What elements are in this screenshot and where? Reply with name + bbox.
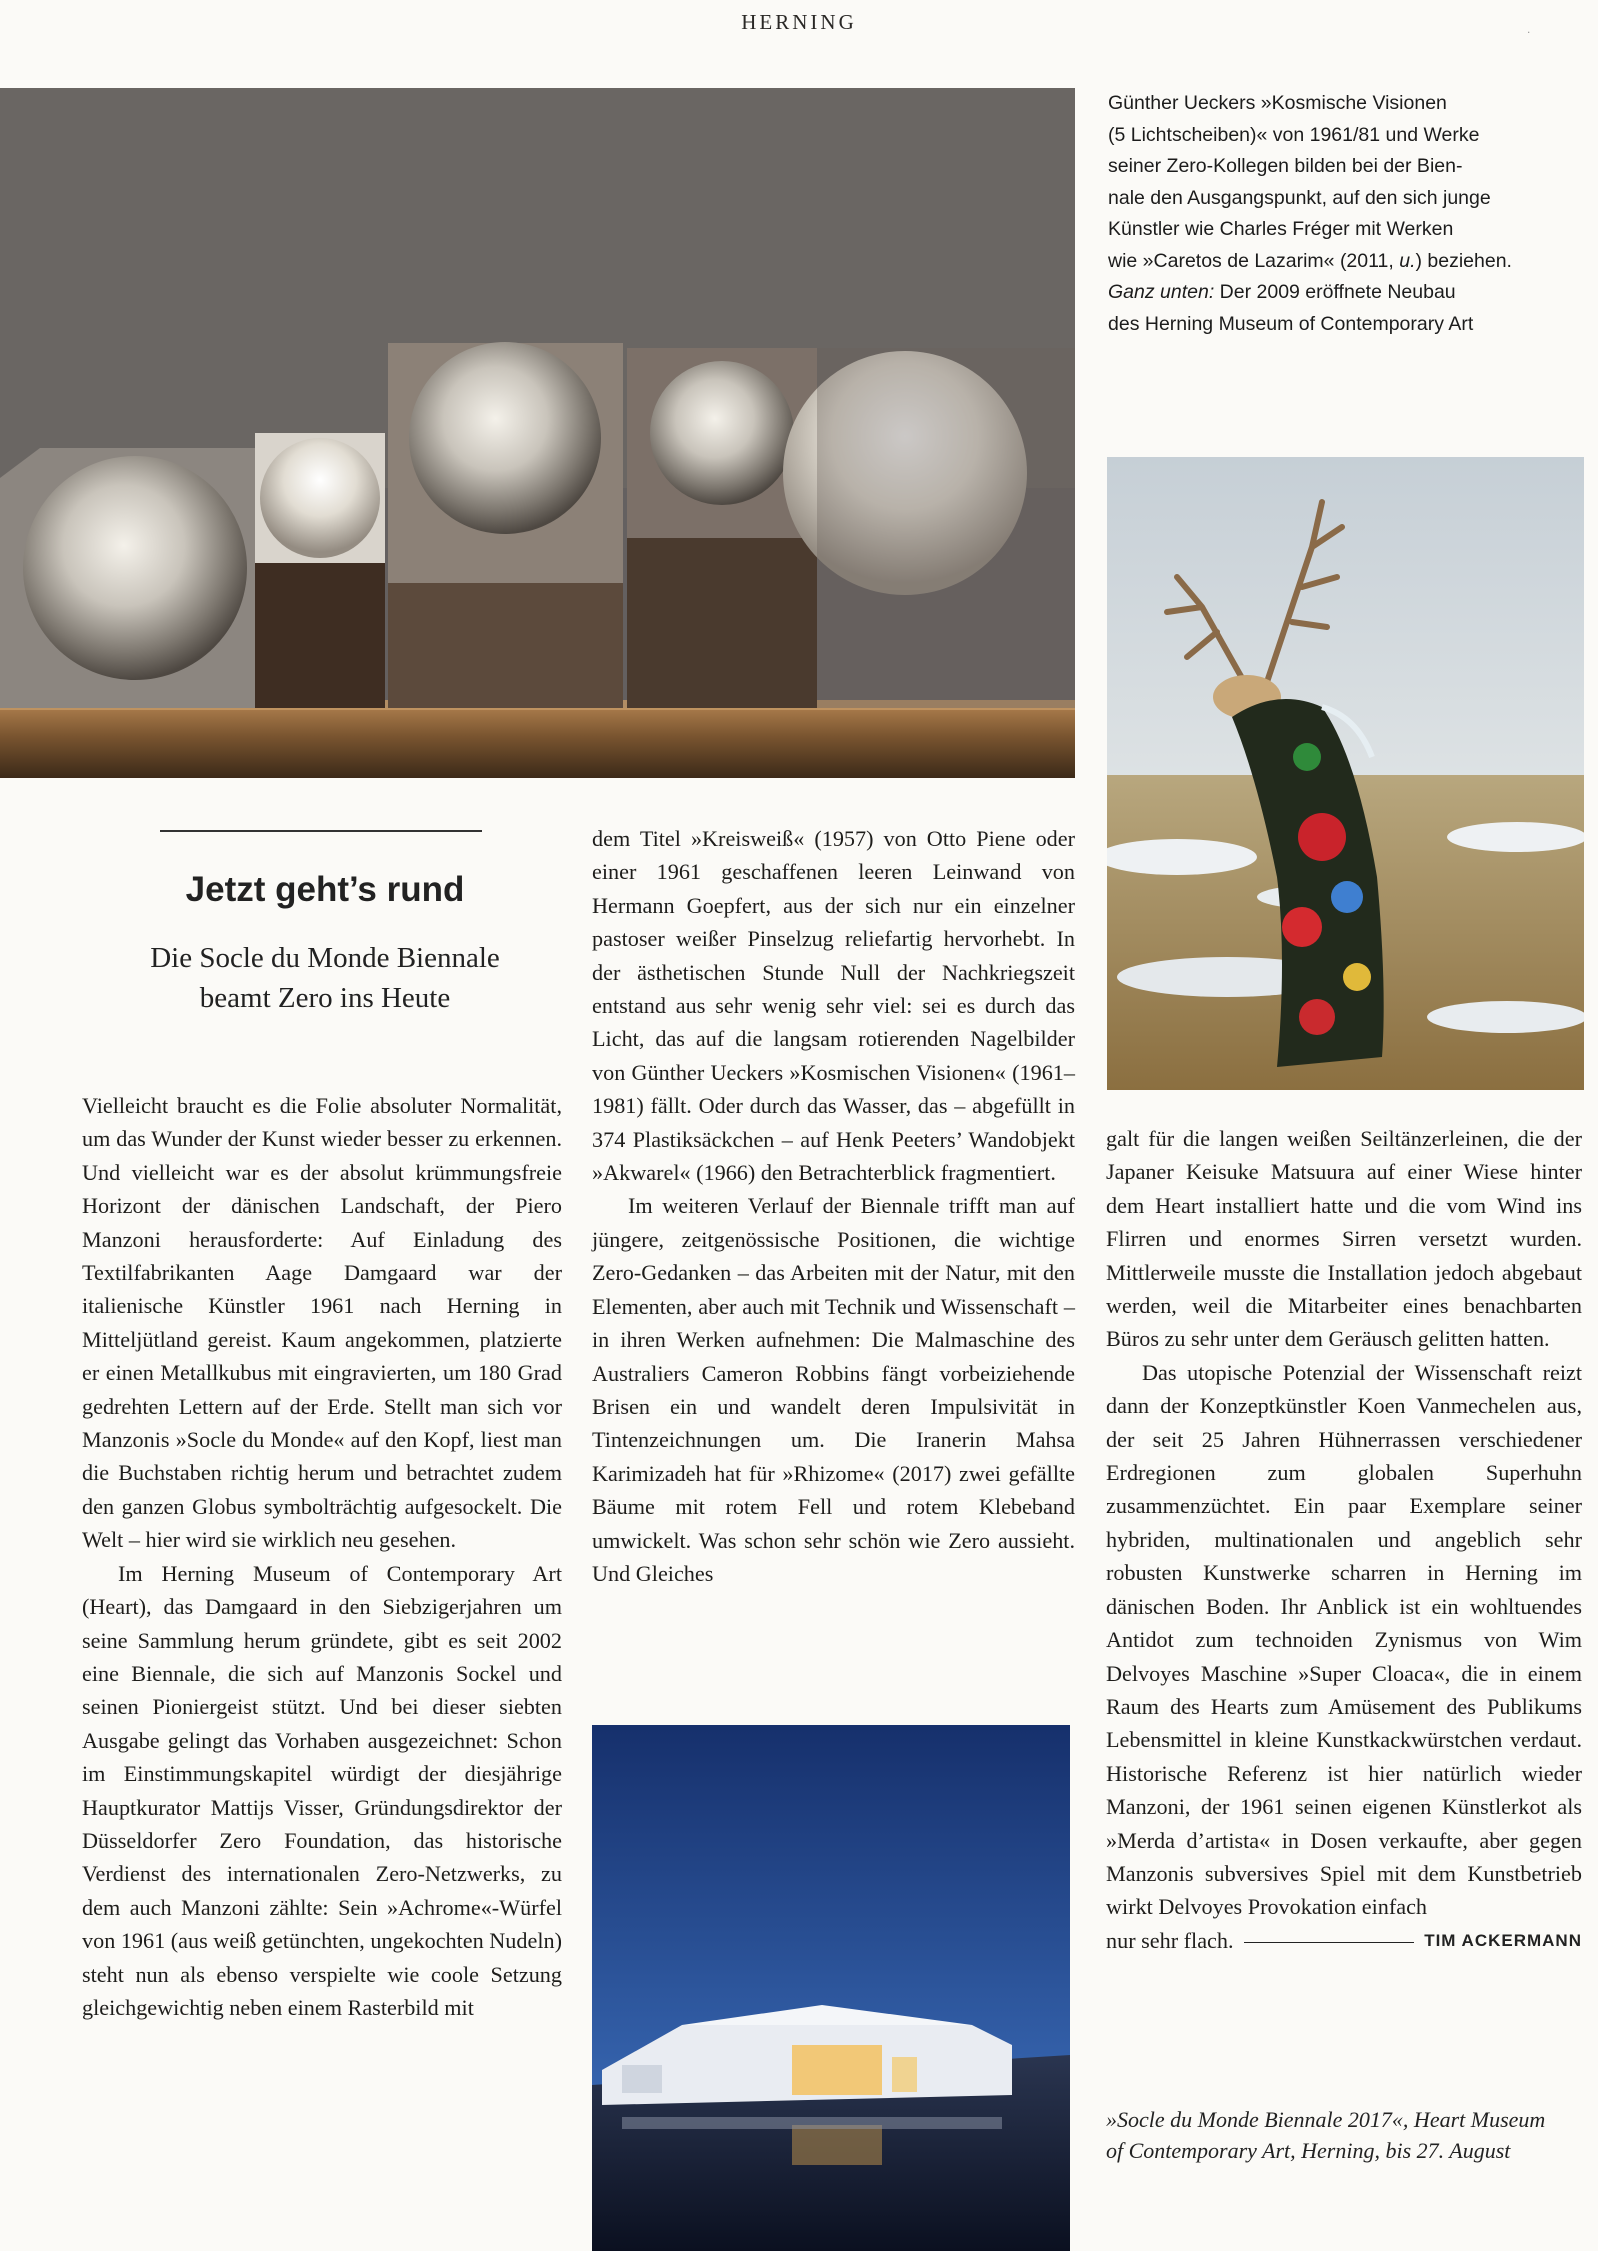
subhead-line: beamt Zero ins Heute [199, 982, 451, 1014]
deer-costume-photo [1107, 457, 1584, 1090]
closing-text: nur sehr flach. [1106, 1927, 1234, 1953]
info-line: of Contemporary Art, Herning, bis 27. August [1106, 2138, 1511, 2163]
exhibition-info [1106, 2104, 1586, 2166]
corner-mark: . [1527, 22, 1531, 36]
paragraph: Im weiteren Verlauf der Biennale trifft man auf jüngere, zeitgenössische Positionen, die wichtige Zero-Gedanken – das Arbeiten mit der Natur, mit den Elementen, aber auch mit Technik und Wissenschaft – in ihren Werken aufnehmen: Die Malmaschine des Australiers Cameron Robbins fängt vorbeiziehende Brisen ein und wandelt deren Impulsivität in Tintenzeichnungen um. Die Iranerin Mahsa Karimizadeh hat für »Rhizome« (2017) zwei gefällte Bäume mit rotem Fell und rotem Klebeband umwickelt. Was schon sehr schön wie Zero aussieht. Und Gleiches [592, 1193, 1075, 1586]
caption-line: wie »Caretos de Lazarim« (2011, u.) beziehen. [1108, 249, 1512, 272]
paragraph: dem Titel »Kreisweiß« (1957) von Otto Piene oder einer 1961 geschaffenen leeren Leinwand von Hermann Goepfert, aus der sich nur ein einzelner pastoser weißer Pinselzug reliefartig hervorhebt. In der ästhetischen Stunde Null der Nachkriegszeit entstand aus sehr wenig sehr viel: sei es durch das Licht, das auf die langsam rotierenden Nagelbilder von Günther Ueckers »Kosmischen Visionen« (1961–1981) fällt. Oder durch das Wasser, das – abgefüllt in 374 Plastiksäckchen – auf Henk Peeters’ Wandobjekt »Akwarel« (1966) den Betrachterblick fragmentiert. [592, 826, 1075, 1186]
light-discs-illustration [0, 88, 1075, 778]
article-subhead [60, 938, 590, 1018]
subhead-line: Die Socle du Monde Biennale [150, 942, 500, 974]
byline-rule [1244, 1942, 1415, 1944]
caption-line: nale den Ausgangspunkt, auf den sich junge [1108, 186, 1491, 209]
body-column-2 [592, 822, 1075, 1590]
paragraph: Im Herning Museum of Contemporary Art (Heart), das Damgaard in den Siebzigerjahren um seine Sammlung herum gründete, gibt es seit 2002 eine Biennale, die sich auf Manzonis Sockel und seinen Pioniergeist stützt. Und bei dieser siebten Ausgabe gelingt das Vorhaben ausgezeichnet: Schon im Einstimmungskapitel würdigt der diesjährige Hauptkurator Mattijs Visser, Gründungsdirektor der Düsseldorfer Zero Foundation, das historische Verdienst des internationalen Zero-Netzwerks, zu dem auch Manzoni zählte: Sein »Achrome«-Würfel von 1961 (aus weiß getünchten, ungekochten Nudeln) steht nun als ebenso verspielte wie coole Setzung gleichgewichtig neben einem Rasterbild mit [82, 1560, 562, 2020]
museum-building-illustration [592, 1725, 1070, 2251]
caption-line: Günther Ueckers »Kosmische Visionen [1108, 92, 1447, 114]
photo-caption-top [1108, 88, 1568, 340]
paragraph: Das utopische Potenzial der Wissenschaft reizt dann der Konzeptkünstler Koen Vanmechelen aus, der seit 25 Jahren Hühnerrassen verschiedener Erdregionen zum globalen Superhuhn zusammenzüchtet. Ein paar Exemplare seiner hybriden, multinationalen und angeblich sehr robusten Kunstwerke scharren in Herning im dänischen Boden. Ihr Anblick ist ein wohltuendes Antidot zum technoiden Zynismus von Wim Delvoyes Maschine »Super Cloaca«, die in einem Raum des Hearts zum Amüsement des Publikums Lebensmittel in kleine Kunstkackwürstchen verdaut. Historische Referenz ist hier natürlich wieder Manzoni, der 1961 seinen eigenen Künstlerkot als »Merda d’artista« in Dosen verkaufte, aber gegen Manzonis subversives Spiel mit dem Kunstbetrieb wirkt Delvoyes Provokation einfach [1106, 1359, 1582, 1920]
headline-rule [160, 830, 482, 832]
info-line: »Socle du Monde Biennale 2017«, Heart Museum [1106, 2107, 1546, 2132]
paragraph: galt für die langen weißen Seiltänzerleinen, die der Japaner Keisuke Matsuura auf einer Wiese hinter dem Heart installiert hatte und die vom Wind ins Flirren und enormes Sirren versetzt wurden. Mittlerweile musste die Installation jedoch abgebaut werden, weil die Mitarbeiter eines benachbarten Büros zu sehr unter dem Geräusch gelitten hatten. [1106, 1126, 1582, 1352]
author-byline: TIM ACKERMANN [1424, 1930, 1582, 1950]
deer-costume-illustration [1107, 457, 1584, 1090]
paragraph: Vielleicht braucht es die Folie absoluter Normalität, um das Wunder der Kunst wieder besser zu erkennen. Und vielleicht war es der absolut krümmungsfreie Horizont der dänischen Landschaft, der Piero Manzoni herausforderte: Auf Einladung des Textilfabrikanten Aage Damgaard war der italienische Künstler 1961 nach Herning in Mitteljütland gereist. Kaum angekommen, platzierte er einen Metallkubus mit eingravierten, um 180 Grad gedrehten Lettern auf der Erde. Stellt man sich vor Manzonis »Socle du Monde« auf den Kopf, liest man die Buchstaben richtig herum und betrachtet zudem den ganzen Globus symbolträchtig aufgesockelt. Die Welt – hier wird sie wirklich neu gesehen. [82, 1093, 562, 1553]
body-column-1 [82, 1089, 562, 2024]
caption-line: seiner Zero-Kollegen bilden bei der Bien- [1108, 155, 1463, 177]
caption-line: Ganz unten: Der 2009 eröffnete Neubau [1108, 281, 1456, 303]
caption-line: des Herning Museum of Contemporary Art [1108, 312, 1474, 335]
closing-line [1106, 1924, 1582, 1957]
caption-line: Künstler wie Charles Fréger mit Werken [1108, 218, 1454, 240]
running-head: HERNING [741, 10, 857, 34]
article-headline: Jetzt geht’s rund [185, 870, 465, 909]
caption-line: (5 Lichtscheiben)« von 1961/81 und Werke [1108, 123, 1480, 146]
hero-photo-light-discs [0, 88, 1075, 778]
museum-building-photo [592, 1725, 1070, 2251]
body-column-3 [1106, 1122, 1582, 1957]
